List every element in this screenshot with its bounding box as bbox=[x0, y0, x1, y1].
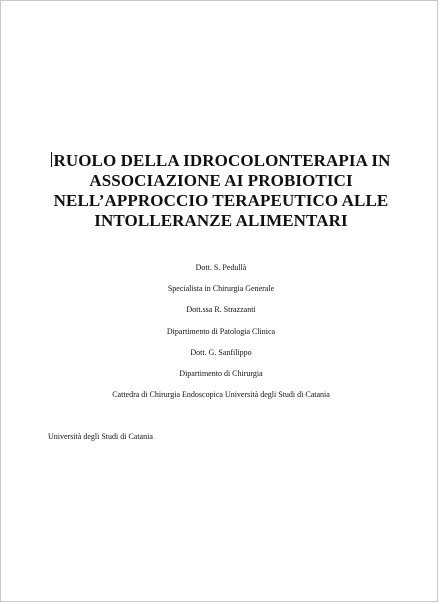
author-name: Dott. G. Sanfilippo bbox=[190, 347, 252, 357]
author-name: Dott. S. Pedullà bbox=[195, 263, 247, 272]
title-line-1-text: RUOLO DELLA IDROCOLONTERAPIA IN bbox=[53, 151, 391, 170]
author-role: Dipartimento di Patologia Clinica bbox=[166, 326, 276, 336]
document-title bbox=[31, 151, 411, 231]
title-line: NELL’APPROCCIO TERAPEUTICO ALLE bbox=[53, 191, 389, 210]
title-line: ASSOCIAZIONE AI PROBIOTICI bbox=[89, 171, 353, 190]
author-role: Specialista in Chirurgia Generale bbox=[167, 284, 275, 294]
university-affiliation: Università degli Studi di Catania bbox=[48, 432, 153, 441]
author-role: Dipartimento di Chirurgia bbox=[179, 369, 263, 379]
author-name: Dott.ssa R. Strazzanti bbox=[186, 305, 256, 315]
title-line: INTOLLERANZE ALIMENTARI bbox=[94, 211, 348, 230]
author-list bbox=[41, 257, 401, 405]
title-line bbox=[31, 151, 411, 171]
author-role: Cattedra di Chirurgia Endoscopica Università degli Studi di Catania bbox=[112, 390, 330, 400]
